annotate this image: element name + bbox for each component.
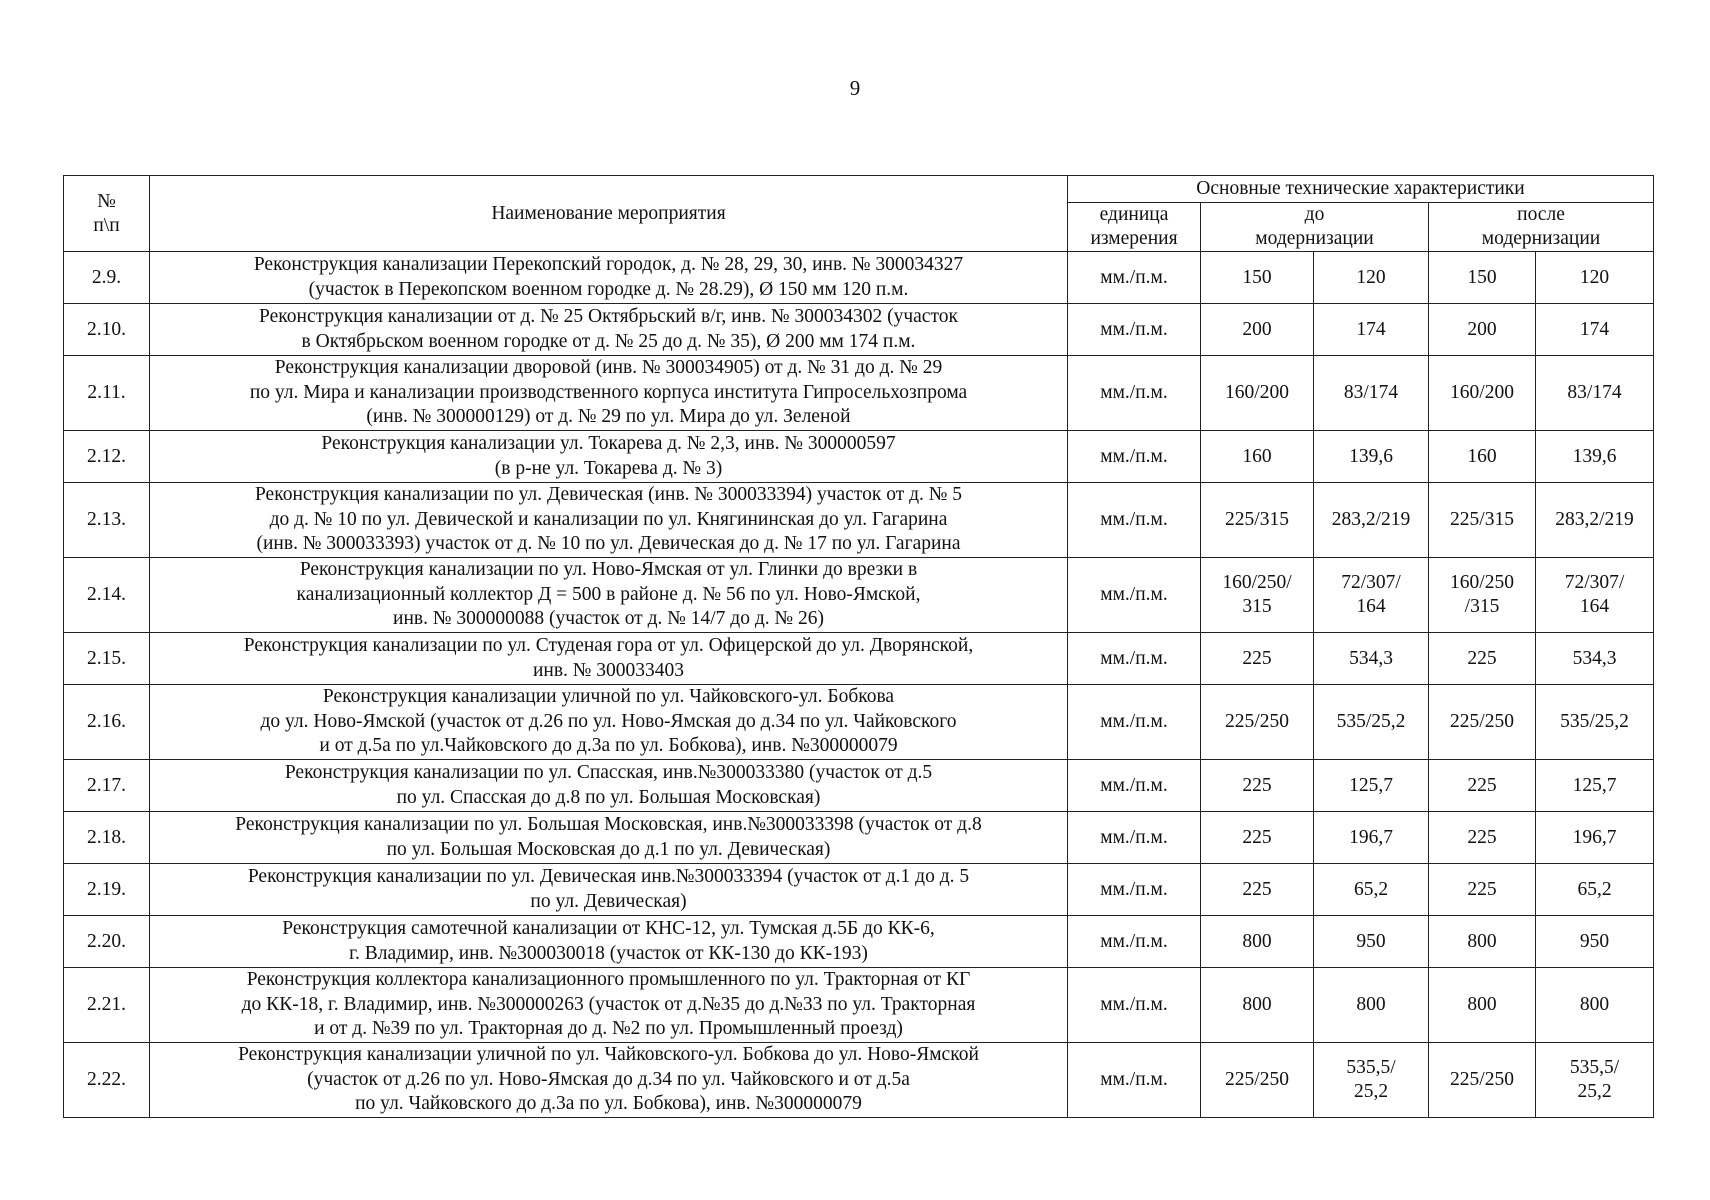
page-number: 9	[849, 76, 861, 100]
row-name-line: (участок от д.26 по ул. Ново-Ямская до д.34 по ул. Чайковского и от д.5а	[307, 1068, 910, 1090]
row-number: 2.11.	[64, 356, 150, 431]
row-after-d: 225	[1429, 812, 1536, 864]
row-after-d: 160	[1429, 431, 1536, 483]
table-row	[64, 633, 1654, 685]
row-after-l: 950	[1536, 916, 1654, 968]
row-name	[150, 356, 1068, 431]
row-before-l: 120	[1314, 252, 1429, 304]
header-name: Наименование мероприятия	[150, 176, 1068, 252]
row-before-d: 200	[1201, 304, 1314, 356]
table-row	[64, 812, 1654, 864]
row-after-l	[1536, 1043, 1654, 1118]
header-unit-line2: измерения	[1090, 228, 1178, 249]
row-after-l: 125,7	[1536, 760, 1654, 812]
row-value-line: 72/307/	[1564, 572, 1625, 593]
row-after-l: 120	[1536, 252, 1654, 304]
row-unit: мм./п.м.	[1068, 431, 1201, 483]
row-unit: мм./п.м.	[1068, 916, 1201, 968]
table-row	[64, 685, 1654, 760]
row-before-l: 283,2/219	[1314, 483, 1429, 558]
row-after-l: 535/25,2	[1536, 685, 1654, 760]
row-before-l	[1314, 1043, 1429, 1118]
row-before-d: 225	[1201, 633, 1314, 685]
row-after-l: 196,7	[1536, 812, 1654, 864]
row-before-l: 125,7	[1314, 760, 1429, 812]
row-number: 2.18.	[64, 812, 150, 864]
row-number: 2.10.	[64, 304, 150, 356]
row-number: 2.22.	[64, 1043, 150, 1118]
row-number: 2.14.	[64, 558, 150, 633]
row-name-line: и от д.5а по ул.Чайковского до д.3а по ул. Бобкова), инв. №300000079	[319, 735, 898, 757]
row-name-line: до КК-18, г. Владимир, инв. №300000263 (участок от д.№35 до д.№33 по ул. Тракторная	[241, 993, 976, 1015]
row-after-d	[1429, 558, 1536, 633]
table-row	[64, 356, 1654, 431]
row-name-line: Реконструкция коллектора канализационного промышленного по ул. Тракторная от КГ	[246, 969, 971, 991]
row-after-d: 225	[1429, 760, 1536, 812]
header-group: Основные технические характеристики	[1068, 176, 1654, 203]
row-number: 2.21.	[64, 968, 150, 1043]
row-before-d: 225/250	[1201, 1043, 1314, 1118]
row-value-line: 25,2	[1353, 1081, 1389, 1102]
table-row	[64, 558, 1654, 633]
row-name-line: Реконструкция канализации по ул. Большая Московская, инв.№300033398 (участок от д.8	[235, 814, 982, 835]
row-name-line: канализационный коллектор Д = 500 в районе д. № 56 по ул. Ново-Ямской,	[296, 583, 921, 605]
row-name-line: (в р-не ул. Токарева д. № 3)	[494, 457, 723, 479]
table-row	[64, 1043, 1654, 1118]
row-name-line: Реконструкция канализации ул. Токарева д. № 2,3, инв. № 300000597	[321, 433, 896, 454]
row-name	[150, 1043, 1068, 1118]
row-before-l	[1314, 558, 1429, 633]
row-name-line: Реконструкция канализации по ул. Студеная гора от ул. Офицерской до ул. Дворянской,	[243, 635, 974, 656]
row-name	[150, 812, 1068, 864]
row-name-line: (инв. № 300000129) от д. № 29 по ул. Мира до ул. Зеленой	[366, 406, 851, 428]
row-after-d: 800	[1429, 916, 1536, 968]
row-unit: мм./п.м.	[1068, 812, 1201, 864]
row-name	[150, 633, 1068, 685]
row-before-l: 65,2	[1314, 864, 1429, 916]
row-before-d: 225	[1201, 760, 1314, 812]
row-name-line: до д. № 10 по ул. Девической и канализации по ул. Княгининская до ул. Гагарина	[269, 508, 948, 530]
characteristics-table	[63, 175, 1654, 1118]
row-before-l: 174	[1314, 304, 1429, 356]
row-after-l: 534,3	[1536, 633, 1654, 685]
table-row	[64, 864, 1654, 916]
row-after-l: 283,2/219	[1536, 483, 1654, 558]
row-before-l: 83/174	[1314, 356, 1429, 431]
row-name	[150, 558, 1068, 633]
header-num	[64, 176, 150, 252]
row-after-d: 160/200	[1429, 356, 1536, 431]
row-name-line: Реконструкция канализации дворовой (инв. № 300034905) от д. № 31 до д. № 29	[274, 357, 943, 379]
row-name-line: по ул. Чайковского до д.3а по ул. Бобкова), инв. №300000079	[355, 1093, 862, 1115]
row-name	[150, 483, 1068, 558]
row-name-line: инв. № 300000088 (участок от д. № 14/7 до д. № 26)	[393, 608, 824, 630]
table-row	[64, 304, 1654, 356]
row-name	[150, 968, 1068, 1043]
row-name-line: г. Владимир, инв. №300030018 (участок от КК-130 до КК-193)	[349, 942, 868, 964]
row-name-line: инв. № 300033403	[532, 659, 685, 681]
row-after-l: 65,2	[1536, 864, 1654, 916]
header-unit-line1: единица	[1099, 204, 1169, 225]
row-name-line: (участок в Перекопском военном городке д. № 28.29), Ø 150 мм 120 п.м.	[308, 278, 909, 300]
row-before-l: 139,6	[1314, 431, 1429, 483]
table-row	[64, 431, 1654, 483]
row-name	[150, 252, 1068, 304]
row-after-d: 150	[1429, 252, 1536, 304]
header-before-line2: модернизации	[1255, 228, 1374, 249]
row-name-line: Реконструкция канализации от д. № 25 Октябрьский в/г, инв. № 300034302 (участок	[259, 306, 958, 327]
row-after-d: 225/250	[1429, 1043, 1536, 1118]
row-name-line: по ул. Девическая)	[530, 890, 687, 912]
row-number: 2.13.	[64, 483, 150, 558]
row-name-line: по ул. Мира и канализации производственного корпуса института Гипросельхозпрома	[249, 381, 968, 403]
row-value-line: 164	[1579, 596, 1610, 617]
row-name-line: Реконструкция канализации по ул. Девическая инв.№300033394 (участок от д.1 до д. 5	[247, 866, 970, 887]
row-after-l: 139,6	[1536, 431, 1654, 483]
header-after-line2: модернизации	[1481, 228, 1601, 249]
row-name-line: Реконструкция канализации по ул. Ново-Ямская от ул. Глинки до врезки в	[299, 559, 918, 581]
row-unit: мм./п.м.	[1068, 760, 1201, 812]
row-value-line: 160/250	[1450, 572, 1514, 593]
table-row	[64, 916, 1654, 968]
row-before-l: 196,7	[1314, 812, 1429, 864]
row-after-l: 800	[1536, 968, 1654, 1043]
header-after-line1: после	[1517, 204, 1565, 225]
row-number: 2.19.	[64, 864, 150, 916]
row-name-line: Реконструкция канализации уличной по ул. Чайковского-ул. Бобкова	[322, 686, 895, 708]
row-number: 2.16.	[64, 685, 150, 760]
row-before-d: 800	[1201, 916, 1314, 968]
table-row	[64, 968, 1654, 1043]
row-number: 2.20.	[64, 916, 150, 968]
row-before-l: 950	[1314, 916, 1429, 968]
row-name	[150, 685, 1068, 760]
row-unit: мм./п.м.	[1068, 685, 1201, 760]
row-after-l	[1536, 558, 1654, 633]
row-name	[150, 304, 1068, 356]
row-before-l: 535/25,2	[1314, 685, 1429, 760]
row-name-line: в Октябрьском военном городке от д. № 25 до д. № 35), Ø 200 мм 174 п.м.	[301, 330, 916, 352]
row-number: 2.15.	[64, 633, 150, 685]
row-value-line: 164	[1356, 596, 1386, 617]
row-name-line: Реконструкция канализации по ул. Спасская, инв.№300033380 (участок от д.5	[284, 762, 933, 783]
header-unit	[1068, 203, 1201, 252]
row-name-line: по ул. Спасская до д.8 по ул. Большая Московская)	[396, 786, 821, 808]
row-value-line: 160/250/	[1222, 572, 1292, 593]
row-name-line: до ул. Ново-Ямской (участок от д.26 по ул. Ново-Ямская до д.34 по ул. Чайковского	[260, 710, 957, 732]
row-after-d: 800	[1429, 968, 1536, 1043]
row-unit: мм./п.м.	[1068, 968, 1201, 1043]
row-unit: мм./п.м.	[1068, 304, 1201, 356]
header-before-line1: до	[1304, 204, 1325, 225]
table-row	[64, 760, 1654, 812]
row-before-d: 160	[1201, 431, 1314, 483]
row-unit: мм./п.м.	[1068, 1043, 1201, 1118]
table-row	[64, 483, 1654, 558]
row-after-d: 200	[1429, 304, 1536, 356]
row-value-line: /315	[1464, 596, 1500, 617]
row-name-line: Реконструкция канализации уличной по ул. Чайковского-ул. Бобкова до ул. Ново-Ямской	[238, 1044, 979, 1066]
row-name	[150, 864, 1068, 916]
table-row	[64, 252, 1654, 304]
row-after-d: 225/315	[1429, 483, 1536, 558]
row-name	[150, 431, 1068, 483]
row-unit: мм./п.м.	[1068, 356, 1201, 431]
row-unit: мм./п.м.	[1068, 864, 1201, 916]
row-name-line: и от д. №39 по ул. Тракторная до д. №2 по ул. Промышленный проезд)	[314, 1018, 903, 1040]
row-value-line: 25,2	[1577, 1081, 1612, 1102]
row-value-line: 72/307/	[1341, 572, 1401, 593]
row-before-d: 225	[1201, 812, 1314, 864]
row-before-d: 160/200	[1201, 356, 1314, 431]
row-name	[150, 760, 1068, 812]
row-unit: мм./п.м.	[1068, 558, 1201, 633]
row-before-d: 225/315	[1201, 483, 1314, 558]
row-after-l: 83/174	[1536, 356, 1654, 431]
row-unit: мм./п.м.	[1068, 633, 1201, 685]
row-before-d: 150	[1201, 252, 1314, 304]
header-row-1	[64, 176, 1654, 203]
row-after-d: 225	[1429, 633, 1536, 685]
row-name-line: Реконструкция самотечной канализации от КНС-12, ул. Тумская д.5Б до КК-6,	[282, 918, 935, 939]
row-name	[150, 916, 1068, 968]
row-before-l: 800	[1314, 968, 1429, 1043]
row-number: 2.9.	[64, 252, 150, 304]
row-name-line: (инв. № 300033393) участок от д. № 10 по ул. Девическая до д. № 17 по ул. Гагарина	[256, 533, 961, 555]
row-before-d: 800	[1201, 968, 1314, 1043]
row-before-d	[1201, 558, 1314, 633]
row-value-line: 315	[1242, 596, 1272, 617]
row-value-line: 535,5/	[1569, 1057, 1620, 1078]
header-before	[1201, 203, 1429, 252]
row-unit: мм./п.м.	[1068, 483, 1201, 558]
row-name-line: Реконструкция канализации по ул. Девическая (инв. № 300033394) участок от д. № 5	[254, 484, 963, 506]
row-after-d: 225/250	[1429, 685, 1536, 760]
row-name-line: Реконструкция канализации Перекопский городок, д. № 28, 29, 30, инв. № 300034327	[253, 254, 964, 275]
header-num-line1: №	[97, 190, 116, 212]
row-value-line: 535,5/	[1346, 1057, 1396, 1078]
row-name-line: по ул. Большая Московская до д.1 по ул. Девическая)	[386, 838, 831, 860]
row-after-d: 225	[1429, 864, 1536, 916]
row-unit: мм./п.м.	[1068, 252, 1201, 304]
header-after	[1429, 203, 1654, 252]
row-before-d: 225	[1201, 864, 1314, 916]
header-num-line2: п\п	[93, 214, 120, 236]
row-before-d: 225/250	[1201, 685, 1314, 760]
row-number: 2.12.	[64, 431, 150, 483]
row-after-l: 174	[1536, 304, 1654, 356]
row-before-l: 534,3	[1314, 633, 1429, 685]
row-number: 2.17.	[64, 760, 150, 812]
